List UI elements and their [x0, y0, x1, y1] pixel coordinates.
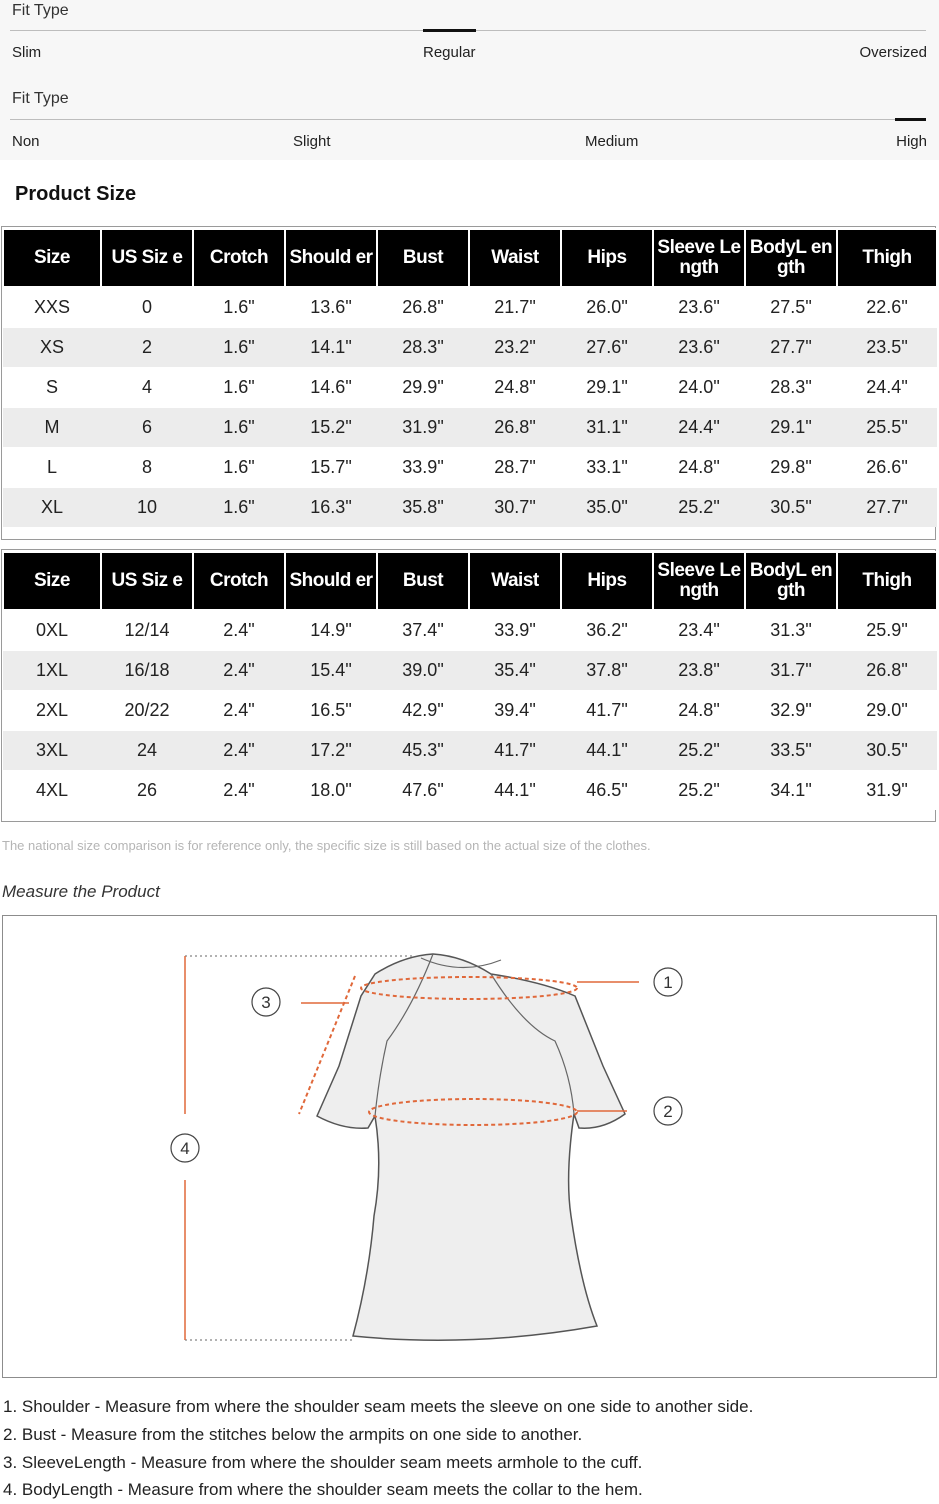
table-header-cell: Should er [285, 229, 377, 287]
fit-option-non: Non [12, 133, 40, 150]
instruction-shoulder: 1. Shoulder - Measure from where the shoulder seam meets the sleeve on one side to another side. [3, 1397, 754, 1416]
table-header-cell: Sleeve Length [653, 552, 745, 610]
table-cell: 30.5" [745, 488, 837, 528]
table-cell: 29.0" [837, 691, 937, 731]
table-cell: 27.7" [837, 488, 937, 528]
table-cell: 31.9" [837, 771, 937, 811]
table-header-cell: Size [3, 552, 101, 610]
table-row [3, 328, 937, 368]
table-cell: 33.9" [469, 610, 561, 651]
table-cell: 45.3" [377, 731, 469, 771]
table-cell: 41.7" [561, 691, 653, 731]
table-cell: 15.7" [285, 448, 377, 488]
table-row [3, 448, 937, 488]
table-row [3, 368, 937, 408]
table-cell: 31.9" [377, 408, 469, 448]
table-cell: 37.4" [377, 610, 469, 651]
table-cell: 25.5" [837, 408, 937, 448]
size-table-1 [2, 228, 938, 527]
fit-type-label: Fit Type [12, 2, 69, 19]
table-header-cell: Crotch [193, 229, 285, 287]
table-cell: 36.2" [561, 610, 653, 651]
table-cell: 15.2" [285, 408, 377, 448]
fit-type-track-2 [10, 119, 926, 120]
table-cell: 2.4" [193, 731, 285, 771]
fit-type-label-2: Fit Type [12, 90, 69, 107]
table-header-cell: Thigh [837, 552, 937, 610]
table-cell: 2.4" [193, 771, 285, 811]
size-note: The national size comparison is for reference only, the specific size is still based on the actual size of the clothes. [2, 838, 651, 853]
table-cell: 1XL [3, 651, 101, 691]
table-cell: 29.1" [745, 408, 837, 448]
measure-title: Measure the Product [2, 882, 160, 901]
table-cell: 1.6" [193, 287, 285, 328]
table-cell: 42.9" [377, 691, 469, 731]
table-cell: 12/14 [101, 610, 193, 651]
fit-option-slight: Slight [293, 133, 331, 150]
table-cell: 0 [101, 287, 193, 328]
table-row [3, 691, 937, 731]
table-cell: 0XL [3, 610, 101, 651]
table-cell: 24.0" [653, 368, 745, 408]
table-header-cell: Bust [377, 229, 469, 287]
table-header-cell: Thigh [837, 229, 937, 287]
table-cell: 46.5" [561, 771, 653, 811]
table-cell: 39.4" [469, 691, 561, 731]
table-cell: 24.8" [469, 368, 561, 408]
table-cell: L [3, 448, 101, 488]
table-cell: 31.3" [745, 610, 837, 651]
measurement-instructions [3, 1393, 933, 1504]
table-cell: 25.2" [653, 488, 745, 528]
table-row [3, 287, 937, 328]
table-cell: 22.6" [837, 287, 937, 328]
table-cell: 32.9" [745, 691, 837, 731]
table-cell: 23.6" [653, 287, 745, 328]
table-cell: 27.5" [745, 287, 837, 328]
table-cell: 14.9" [285, 610, 377, 651]
table-cell: 4 [101, 368, 193, 408]
table-cell: 44.1" [469, 771, 561, 811]
table-header-cell: BodyL ength [745, 229, 837, 287]
table-cell: 24 [101, 731, 193, 771]
table-cell: 14.6" [285, 368, 377, 408]
table-cell: 28.3" [377, 328, 469, 368]
marker-4-text: 4 [180, 1139, 190, 1158]
table-cell: 27.7" [745, 328, 837, 368]
instruction-bust: 2. Bust - Measure from the stitches below the armpits on one side to another. [3, 1424, 583, 1444]
marker-2 [654, 1097, 682, 1125]
table-cell: XS [3, 328, 101, 368]
instruction-body-length: 4. BodyLength - Measure from where the shoulder seam meets the collar to the hem. [3, 1480, 643, 1500]
table-cell: 1.6" [193, 448, 285, 488]
table-cell: 18.0" [285, 771, 377, 811]
table-cell: 1.6" [193, 488, 285, 528]
table-cell: 16/18 [101, 651, 193, 691]
table-cell: 1.6" [193, 408, 285, 448]
table-cell: 47.6" [377, 771, 469, 811]
table-row [3, 731, 937, 771]
table-cell: 33.5" [745, 731, 837, 771]
table-cell: 20/22 [101, 691, 193, 731]
table-cell: 13.6" [285, 287, 377, 328]
table-cell: XXS [3, 287, 101, 328]
fit-option-high: High [896, 133, 927, 150]
table-cell: 29.8" [745, 448, 837, 488]
table-cell: S [3, 368, 101, 408]
table-row [3, 651, 937, 691]
table-header-cell: Hips [561, 552, 653, 610]
table-cell: 29.1" [561, 368, 653, 408]
table-row [3, 771, 937, 811]
table-cell: 28.3" [745, 368, 837, 408]
table-header-cell: Sleeve Length [653, 229, 745, 287]
table-cell: 35.0" [561, 488, 653, 528]
table-cell: 35.4" [469, 651, 561, 691]
fit-option-oversized: Oversized [859, 44, 927, 61]
instruction-sleeve-length: 3. SleeveLength - Measure from where the shoulder seam meets armhole to the cuff. [3, 1452, 643, 1472]
table-cell: M [3, 408, 101, 448]
table-header-cell: Bust [377, 552, 469, 610]
table-cell: 2 [101, 328, 193, 368]
table-cell: 26.8" [469, 408, 561, 448]
table-cell: 15.4" [285, 651, 377, 691]
table-header-cell: US Siz e [101, 552, 193, 610]
table-cell: 24.8" [653, 691, 745, 731]
table-cell: 14.1" [285, 328, 377, 368]
table-cell: 2.4" [193, 610, 285, 651]
table-cell: 24.4" [653, 408, 745, 448]
table-cell: 23.8" [653, 651, 745, 691]
table-cell: 31.7" [745, 651, 837, 691]
measurement-diagram [2, 915, 937, 1378]
size-table-2 [2, 551, 938, 810]
table-cell: 2.4" [193, 651, 285, 691]
table-cell: 29.9" [377, 368, 469, 408]
table-cell: 24.8" [653, 448, 745, 488]
table-cell: 26 [101, 771, 193, 811]
table-cell: 2XL [3, 691, 101, 731]
table-cell: 1.6" [193, 328, 285, 368]
table-cell: 26.0" [561, 287, 653, 328]
table-cell: 41.7" [469, 731, 561, 771]
table-cell: 3XL [3, 731, 101, 771]
table-cell: 24.4" [837, 368, 937, 408]
table-header-cell: Hips [561, 229, 653, 287]
table-header-row [3, 229, 937, 287]
table-header-cell: Crotch [193, 552, 285, 610]
marker-4 [171, 1134, 199, 1162]
table-header-row [3, 552, 937, 610]
marker-2-text: 2 [663, 1102, 673, 1121]
fit-option-medium: Medium [585, 133, 639, 150]
fit-option-regular: Regular [423, 44, 476, 61]
table-cell: 27.6" [561, 328, 653, 368]
marker-3-text: 3 [261, 993, 271, 1012]
table-cell: 25.2" [653, 771, 745, 811]
table-header-cell: Waist [469, 229, 561, 287]
table-cell: 34.1" [745, 771, 837, 811]
shirt-diagram-svg [3, 916, 938, 1379]
table-cell: 23.6" [653, 328, 745, 368]
table-cell: 23.2" [469, 328, 561, 368]
table-cell: 30.7" [469, 488, 561, 528]
table-row [3, 408, 937, 448]
table-cell: 21.7" [469, 287, 561, 328]
table-cell: 16.5" [285, 691, 377, 731]
table-cell: 26.6" [837, 448, 937, 488]
table-cell: 35.8" [377, 488, 469, 528]
table-cell: 39.0" [377, 651, 469, 691]
table-header-cell: Should er [285, 552, 377, 610]
table-cell: 1.6" [193, 368, 285, 408]
table-cell: XL [3, 488, 101, 528]
table-row [3, 610, 937, 651]
table-row [3, 488, 937, 528]
table-cell: 26.8" [837, 651, 937, 691]
table-cell: 26.8" [377, 287, 469, 328]
table-cell: 33.9" [377, 448, 469, 488]
table-header-cell: Size [3, 229, 101, 287]
marker-1 [654, 968, 682, 996]
table-cell: 4XL [3, 771, 101, 811]
fit-option-slim: Slim [12, 44, 42, 61]
fit-type-selected-marker [423, 29, 476, 32]
table-cell: 16.3" [285, 488, 377, 528]
table-cell: 30.5" [837, 731, 937, 771]
table-cell: 28.7" [469, 448, 561, 488]
table-cell: 25.2" [653, 731, 745, 771]
table-cell: 23.4" [653, 610, 745, 651]
marker-1-text: 1 [663, 973, 673, 992]
fit-type-panel [0, 0, 939, 160]
product-size-title: Product Size [15, 183, 137, 205]
fit-type-selected-marker-2 [895, 118, 926, 121]
marker-3 [252, 988, 280, 1016]
table-header-cell: Waist [469, 552, 561, 610]
table-cell: 23.5" [837, 328, 937, 368]
table-cell: 6 [101, 408, 193, 448]
table-cell: 17.2" [285, 731, 377, 771]
table-cell: 10 [101, 488, 193, 528]
shirt-outline [317, 954, 625, 1340]
table-cell: 25.9" [837, 610, 937, 651]
table-cell: 37.8" [561, 651, 653, 691]
table-cell: 31.1" [561, 408, 653, 448]
table-header-cell: US Siz e [101, 229, 193, 287]
table-cell: 44.1" [561, 731, 653, 771]
table-header-cell: BodyL ength [745, 552, 837, 610]
table-cell: 8 [101, 448, 193, 488]
table-cell: 2.4" [193, 691, 285, 731]
table-cell: 33.1" [561, 448, 653, 488]
